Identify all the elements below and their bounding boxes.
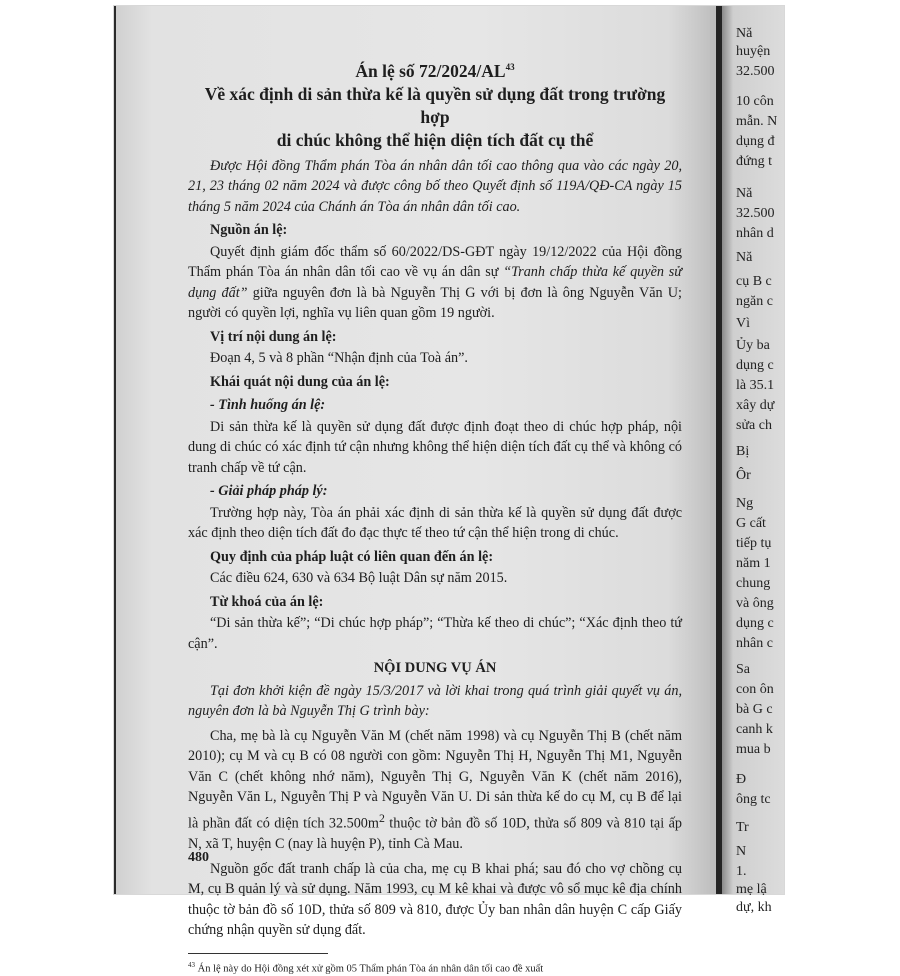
adjacent-page-fragment: 10 côn bbox=[736, 94, 774, 109]
footnote-rule bbox=[188, 953, 328, 954]
case-paragraph-2: Nguồn gốc đất tranh chấp là của cha, mẹ cụ B khai phá; sau đó cho vợ chồng cụ M, cụ B quản lý và sử dụng. Năm 1993, cụ M kê khai và được vô sổ mục kê địa chính thuộc tờ bản đồ số 10D, thửa số 809 và 810, được Ủy ban nhân dân huyện C cấp Giấy chứng nhận quyền sử dụng đất. bbox=[188, 860, 682, 939]
adjacent-page-fragment: Đ bbox=[736, 772, 747, 787]
adjacent-page-fragment: Sa bbox=[736, 662, 750, 677]
footnote: $^{43}$ Án lệ này do Hội đồng xét xử gồm 05 Thẩm phán Tòa án nhân dân tối cao đề xuất bbox=[188, 960, 544, 975]
situation-heading: - Tình huống án lệ: bbox=[210, 397, 326, 414]
law-heading: Quy định của pháp luật có liên quan đến án lệ: bbox=[210, 548, 494, 565]
law-paragraph: Các điều 624, 630 và 634 Bộ luật Dân sự năm 2015. bbox=[210, 570, 508, 587]
adjacent-page-fragment: đứng t bbox=[736, 154, 772, 169]
source-paragraph: Quyết định giám đốc thẩm số 60/2022/DS-GĐT ngày 19/12/2022 của Hội đồng Thẩm phán Tòa án nhân dân tối cao về vụ án dân sự “Tranh chấp thừa kế quyền sử dụng đất” giữa nguyên đơn là bà Nguyễn Thị G với bị đơn là ông Nguyễn Văn U; người có quyền lợi, nghĩa vụ liên quan gồm 19 người. bbox=[188, 243, 682, 322]
adjacent-page-fragment: mua b bbox=[736, 742, 771, 757]
adjacent-page-fragment: bà G c bbox=[736, 702, 773, 717]
adjacent-page-fragment: nhân d bbox=[736, 226, 774, 241]
title-footnote-mark: 43 bbox=[505, 62, 515, 72]
adjacent-page-fragment: Nă bbox=[736, 250, 753, 265]
location-heading: Vị trí nội dung án lệ: bbox=[210, 328, 337, 345]
adjacent-page-fragment: dự, kh bbox=[736, 900, 772, 915]
adjacent-page-fragment: G cất bbox=[736, 516, 766, 531]
adjacent-page-fragment: cụ B c bbox=[736, 274, 772, 289]
adjacent-page-fragment: chung bbox=[736, 576, 771, 591]
page-number: 480 bbox=[188, 850, 209, 865]
adjacent-page-fragment: Ủy ba bbox=[736, 338, 770, 353]
precedent-subtitle-2: di chúc không thể hiện diện tích đất cụ thể bbox=[276, 129, 594, 150]
book-page-480 bbox=[116, 6, 716, 975]
adjacent-page-fragment: dụng c bbox=[736, 616, 774, 631]
adjacent-page-fragment: dụng đ bbox=[736, 134, 775, 149]
case-paragraph-1: Cha, mẹ bà là cụ Nguyễn Văn M (chết năm 1998) và cụ Nguyễn Thị B (chết năm 2010); cụ M và cụ B có 08 người con gồm: Nguyễn Thị H, Nguyễn Thị M1, Nguyễn Văn C (chết không nhớ năm), Nguyễn Thị G, Nguyễn Văn K (chết năm 2016), Nguyễn Văn L, Nguyễn Thị P và Nguyễn Văn U. Di sản thừa kế do cụ M, cụ B để lại là phần đất có diện tích $32.500m^2$ thuộc tờ bản đồ số 10D, thửa số 809 và 810 tại ấp N, xã T, huyện C (nay là huyện P), tỉnh Cà Mau. bbox=[188, 727, 682, 853]
adjacent-page-fragment: sửa ch bbox=[736, 418, 772, 433]
adjacent-page-fragment: dụng c bbox=[736, 358, 774, 373]
precedent-title bbox=[188, 56, 682, 83]
book-photo bbox=[114, 6, 784, 975]
keywords-heading: Từ khoá của án lệ: bbox=[210, 593, 324, 610]
adjacent-page-fragment: ông tc bbox=[736, 792, 771, 807]
adjacent-page-fragment: 32.500 bbox=[736, 64, 775, 79]
case-intro: Tại đơn khởi kiện đề ngày 15/3/2017 và lời khai trong quá trình giải quyết vụ án, nguyên đơn là bà Nguyễn Thị G trình bày: bbox=[188, 682, 682, 720]
adjacent-page-fragment: xây dự bbox=[736, 398, 775, 413]
adjacent-page-fragment: 32.500 bbox=[736, 206, 775, 221]
adjacent-page-fragment: 1. bbox=[736, 864, 747, 879]
adoption-note: Được Hội đồng Thẩm phán Tòa án nhân dân tối cao thông qua vào các ngày 20, 21, 23 tháng 02 năm 2024 và được công bố theo Quyết định số 119A/QĐ-CA ngày 15 tháng 5 năm 2024 của Chánh án Tòa án nhân dân tối cao. bbox=[188, 157, 682, 215]
source-heading: Nguồn án lệ: bbox=[210, 222, 288, 239]
adjacent-page-fragment: nhân c bbox=[736, 636, 773, 651]
adjacent-page-fragment: Nă bbox=[736, 26, 753, 41]
precedent-subtitle-1: Về xác định di sản thừa kế là quyền sử dụng đất trong trường hợp bbox=[204, 83, 666, 127]
precedent-number: Án lệ số 72/2024/AL bbox=[355, 60, 506, 81]
adjacent-page-fragment: huyện bbox=[736, 44, 771, 59]
adjacent-page-fragment: mẫn. N bbox=[736, 114, 778, 129]
adjacent-page-fragment: và ông bbox=[736, 596, 774, 611]
adjacent-page-fragment: là 35.1 bbox=[736, 378, 775, 393]
case-content-heading: NỘI DUNG VỤ ÁN bbox=[373, 660, 497, 677]
adjacent-page-fragment: con ôn bbox=[736, 682, 774, 697]
adjacent-page-fragment: Bị bbox=[736, 444, 750, 459]
adjacent-page-fragment: Ôr bbox=[736, 468, 751, 483]
adjacent-page-fragment: Nă bbox=[736, 186, 753, 201]
adjacent-page-fragment: năm 1 bbox=[736, 556, 771, 571]
adjacent-page-fragment: N bbox=[736, 844, 747, 859]
summary-heading: Khái quát nội dung của án lệ: bbox=[210, 373, 390, 390]
adjacent-page-fragment: mẹ lậ bbox=[736, 882, 767, 897]
adjacent-page-fragment: Vì bbox=[736, 316, 750, 331]
adjacent-page-fragment: Tr bbox=[736, 820, 749, 835]
situation-paragraph: Di sản thừa kế là quyền sử dụng đất được định đoạt theo di chúc hợp pháp, nội dung di chúc có xác định tứ cận nhưng không thể hiện diện tích đất cụ thể và không có tranh chấp về tứ cận. bbox=[188, 418, 682, 476]
solution-paragraph: Trường hợp này, Tòa án phải xác định di sản thừa kế là quyền sử dụng đất được xác định theo diện tích đất đo đạc thực tế theo tứ cận thể hiện trong di chúc. bbox=[188, 504, 682, 542]
adjacent-page-fragment: ngăn c bbox=[736, 294, 773, 309]
location-paragraph: Đoạn 4, 5 và 8 phần “Nhận định của Toà án”. bbox=[210, 350, 468, 367]
adjacent-page-edge bbox=[722, 6, 784, 915]
keywords-paragraph: “Di sản thừa kế”; “Di chúc hợp pháp”; “Thừa kế theo di chúc”; “Xác định theo tứ cận”. bbox=[188, 615, 682, 652]
adjacent-page-fragment: canh k bbox=[736, 722, 773, 737]
adjacent-page-fragment: Ng bbox=[736, 496, 754, 511]
solution-heading: - Giải pháp pháp lý: bbox=[210, 483, 328, 500]
adjacent-page-fragment: tiếp tụ bbox=[736, 536, 772, 551]
